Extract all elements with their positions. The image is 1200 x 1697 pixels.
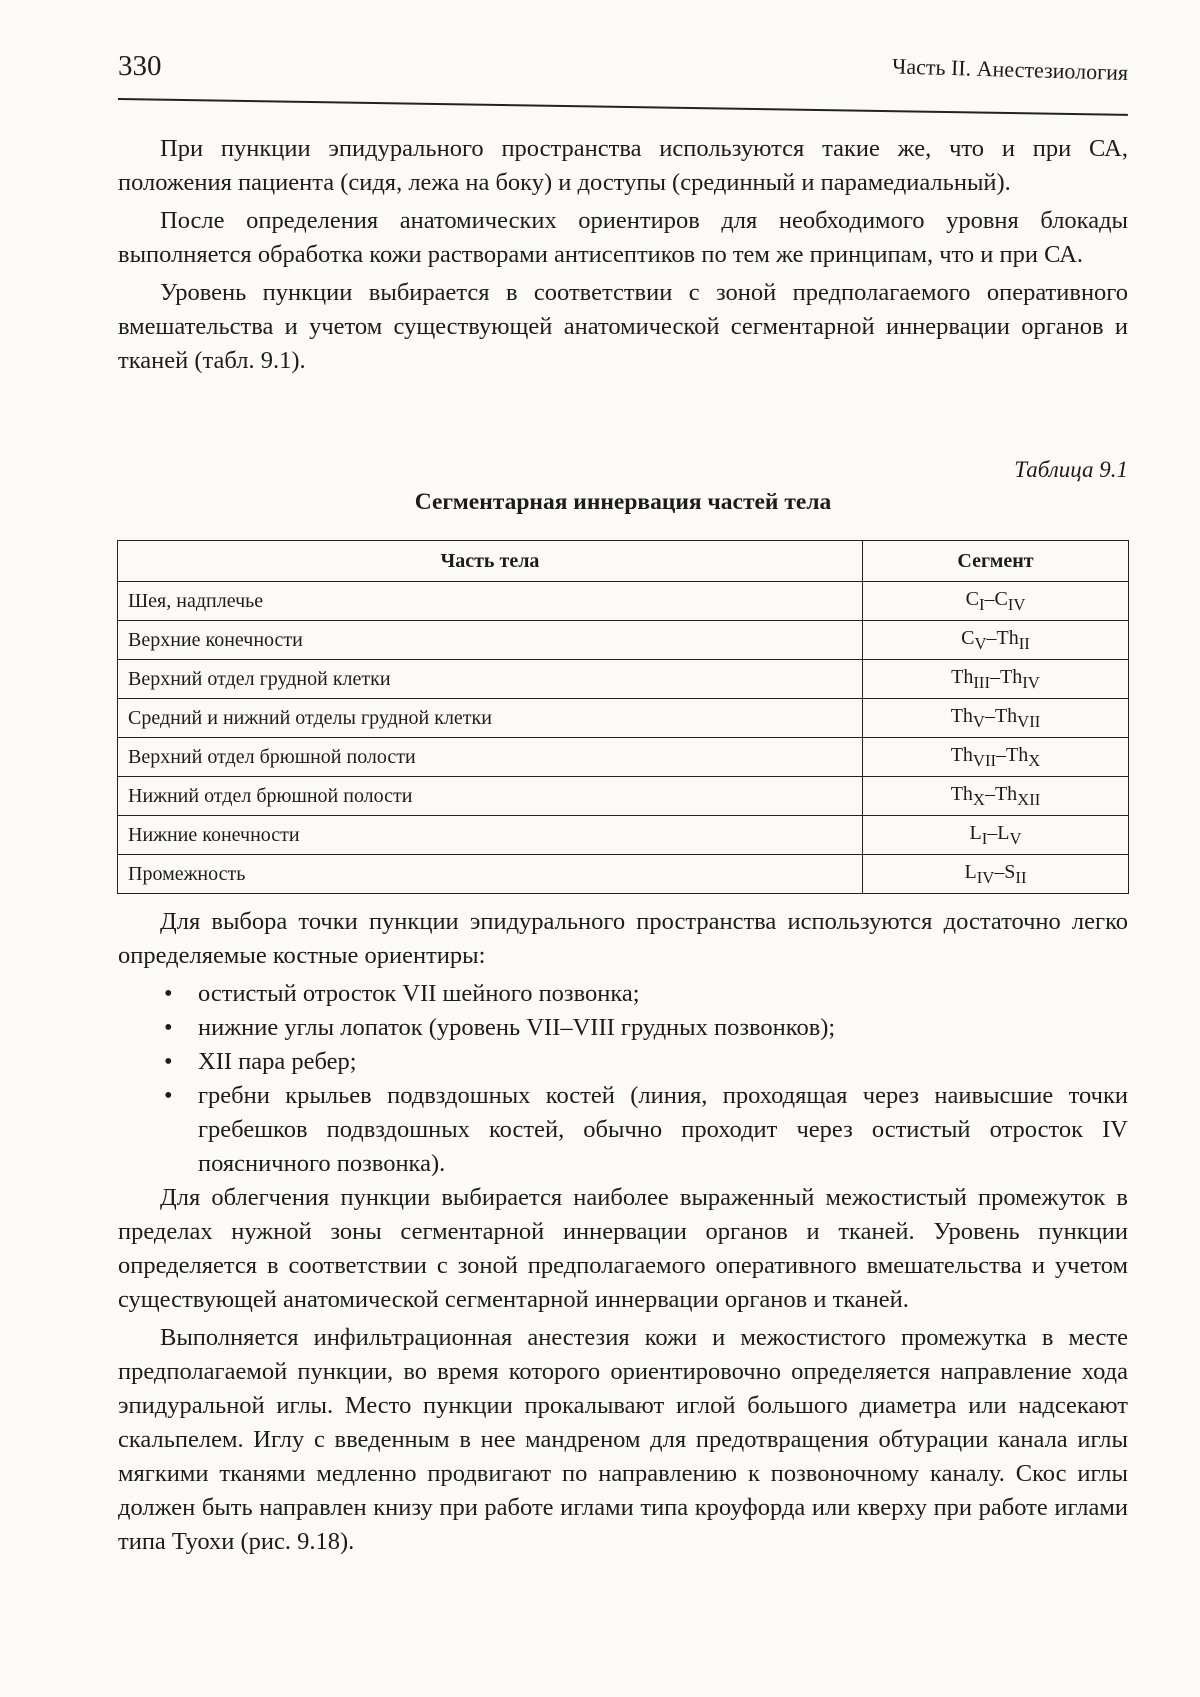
segment-dash: – <box>990 665 1001 688</box>
segment-letter: Th <box>1006 743 1029 766</box>
list-item-text: остистый отросток VII шейного позвонка; <box>198 980 640 1007</box>
segment-dash: – <box>986 626 997 649</box>
paragraph: После определения анатомических ориентиров для необходимого уровня блокады выполняется обработка кожи растворами антисептиков по тем же принципам, что и при СА. <box>118 207 1128 268</box>
segment-letter: Th <box>950 782 973 805</box>
body-part-cell: Верхний отдел брюшной полости <box>118 738 863 777</box>
body-part-cell: Средний и нижний отделы грудной клетки <box>118 699 863 738</box>
segment-letter: Th <box>994 782 1018 805</box>
table-row <box>118 660 1129 699</box>
list-item <box>118 1079 1128 1181</box>
body-part-cell: Верхние конечности <box>118 621 863 660</box>
segment-number: IV <box>976 867 995 887</box>
segment-letter: Th <box>951 665 974 688</box>
paragraph: Выполняется инфильтрационная анестезия кожи и межостистого промежутка в месте предполагаемой пункции, во время которого ориентировочно определяется направление хода эпидуральной иглы. Место пункции прокалывают иглой большого диаметра или надсекают скальпелем. Иглу с введенным в нее мандреном для предотвращения обтурации канала иглы мягкими тканями медленно продвигают по направлению к позвоночному каналу. Скос иглы должен быть направлен книзу при работе иглами типа кроуфорда или кверху при работе иглами типа Туохи (рис. 9.18). <box>118 1324 1128 1555</box>
paragraph: Для облегчения пункции выбирается наиболее выраженный межостистый промежуток в пределах нужной зоны сегментарной иннервации органов и тканей. Уровень пункции определяется в соответствии с зоной предполагаемого оперативного вмешательства и учетом существующей анатомической сегментарной иннервации органов и тканей. <box>118 1184 1128 1313</box>
table-row <box>118 582 1129 621</box>
segment-number: II <box>1015 867 1027 887</box>
innervation-table <box>117 540 1129 894</box>
list-item <box>118 977 1128 1011</box>
intro-text <box>118 132 1128 382</box>
segment-number: V <box>1009 828 1022 848</box>
table-title: Сегментарная иннервация частей тела <box>414 489 832 515</box>
bullet-icon: • <box>164 980 173 1007</box>
paragraph: Для выбора точки пункции эпидурального пространства используются достаточно легко определяемые костные ориентиры: <box>118 908 1128 969</box>
segment-number: I <box>978 594 985 614</box>
table-row <box>118 777 1129 816</box>
table-label: Таблица 9.1 <box>1014 457 1128 482</box>
table-row <box>118 816 1129 855</box>
segment-cell <box>863 738 1129 777</box>
segment-cell <box>863 660 1129 699</box>
segment-number: I <box>981 828 988 848</box>
segment-letter: Th <box>1000 665 1023 688</box>
column-header-part: Часть тела <box>118 541 863 582</box>
segment-letter: Th <box>996 626 1019 649</box>
segment-number: III <box>973 672 991 692</box>
segment-letter: L <box>997 821 1010 844</box>
segment-number: VII <box>972 750 997 770</box>
segment-letter: C <box>965 587 979 610</box>
table-caption <box>118 457 1128 516</box>
segment-cell <box>863 777 1129 816</box>
table-row <box>118 699 1129 738</box>
table-body <box>118 582 1129 894</box>
column-header-segment: Сегмент <box>863 541 1129 582</box>
list-item-text: XII пара ребер; <box>198 1048 357 1075</box>
bullet-icon: • <box>164 1014 173 1041</box>
segment-number: VII <box>1017 711 1041 731</box>
segment-cell <box>863 816 1129 855</box>
header-rule <box>118 98 1128 116</box>
body-part-cell: Промежность <box>118 855 863 894</box>
segment-number: II <box>1018 633 1030 653</box>
page-number: 330 <box>118 50 162 82</box>
segment-letter: L <box>964 860 977 883</box>
segment-cell <box>863 621 1129 660</box>
segment-letter: S <box>1004 860 1016 883</box>
segment-letter: Th <box>950 704 973 727</box>
segment-number: X <box>1028 750 1041 770</box>
list-item-text: гребни крыльев подвздошных костей (линия, проходящая через наивысшие точки гребешков подвздошных костей, обычно проходит через остистый отросток IV поясничного позвонка). <box>198 1082 1128 1177</box>
segment-letter: C <box>994 587 1008 610</box>
paragraph: Уровень пункции выбирается в соответствии с зоной предполагаемого оперативного вмешательства и учетом существующей анатомической сегментарной иннервации органов и тканей (табл. 9.1). <box>118 279 1128 374</box>
list-item <box>118 1045 1128 1079</box>
segment-letter: Th <box>950 743 973 766</box>
body-part-cell: Верхний отдел грудной клетки <box>118 660 863 699</box>
body-part-cell: Нижние конечности <box>118 816 863 855</box>
segment-number: X <box>972 789 985 809</box>
segment-number: IV <box>1022 672 1040 692</box>
table-row <box>118 738 1129 777</box>
table-row <box>118 855 1129 894</box>
segment-cell <box>863 855 1129 894</box>
segment-cell <box>863 699 1129 738</box>
segment-dash: – <box>984 587 995 610</box>
bullet-icon: • <box>164 1048 173 1075</box>
segment-letter: C <box>961 626 975 649</box>
segment-cell <box>863 582 1129 621</box>
segment-letter: L <box>969 821 982 844</box>
page-header <box>118 42 1128 112</box>
table-row <box>118 621 1129 660</box>
segment-dash: – <box>984 782 995 805</box>
segment-dash: – <box>984 704 995 727</box>
body-part-cell: Шея, надплечье <box>118 582 863 621</box>
landmarks-list <box>118 977 1128 1181</box>
segment-number: V <box>972 711 985 731</box>
running-title: Часть II. Анестезиология <box>891 53 1129 85</box>
segment-dash: – <box>994 860 1005 883</box>
list-item-text: нижние углы лопаток (уровень VII–VIII грудных позвонков); <box>198 1014 836 1041</box>
bullet-icon: • <box>164 1082 173 1109</box>
body-part-cell: Нижний отдел брюшной полости <box>118 777 863 816</box>
segment-dash: – <box>987 821 998 844</box>
list-item <box>118 1011 1128 1045</box>
landmarks-and-procedure-text <box>118 905 1128 1563</box>
segment-number: IV <box>1007 594 1026 614</box>
segment-number: XII <box>1017 789 1041 809</box>
table-header-row <box>118 541 1129 582</box>
segment-number: V <box>974 633 987 653</box>
segment-letter: Th <box>994 704 1018 727</box>
paragraph: При пункции эпидурального пространства используются такие же, что и при СА, положения пациента (сидя, лежа на боку) и доступы (срединный и парамедиальный). <box>118 135 1128 196</box>
segment-dash: – <box>996 743 1007 766</box>
